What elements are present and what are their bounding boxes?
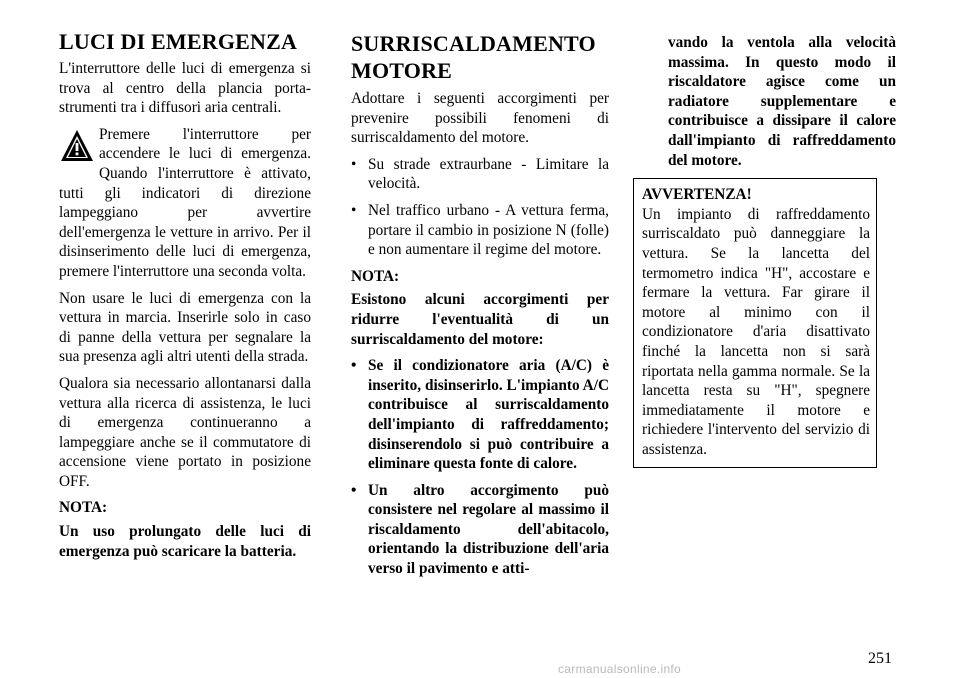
note-label: NOTA: xyxy=(351,267,400,285)
column-continuation xyxy=(642,30,896,468)
page-number: 251 xyxy=(868,650,892,667)
column-hazard-lights xyxy=(59,30,311,568)
continued-bullet-text: vando la ventola alla velocità massima. In questo modo il riscaldatore agisce come un radiatore supplementare e contribuisce a dissipare il calore dall'impianto di raffreddamento del motore. xyxy=(668,34,896,169)
section-heading-hazard: LUCI DI EMERGENZA xyxy=(59,29,298,54)
heading-line: MOTORE xyxy=(351,58,453,83)
bullet-list xyxy=(351,155,609,260)
bold-bullet-list xyxy=(351,356,609,579)
paragraph: Adottare i seguenti accorgimenti per prevenire possibili fenomeni di surriscaldamento del motore. xyxy=(351,90,609,147)
heading-line: SURRISCALDAMENTO xyxy=(351,31,596,56)
paragraph: Premere l'interruttore per accendere le luci di emergenza. Quando l'interruttore è attivato, tutti gli indicatori di direzione lampeggiano per avvertire dell'emergenza le vetture in arrivo. Per il disinserimento delle luci di emergenza, premere l'interruttore una seconda volta. xyxy=(59,125,311,280)
section-heading-overheating xyxy=(351,30,609,84)
note-text: Esistono alcuni accorgimenti per ridurre l'eventualità di un surriscaldamento del motore: xyxy=(351,291,609,348)
warning-text: Un impianto di raffreddamento surriscaldato può danneggiare la vettura. Se la lancetta del termometro indica "H", accostare e fermare la vettura. Far girare il motore al minimo con il condizionatore d'aria disattivato finché la lancetta non si sarà riportata nella gamma normale. Se la lancetta resta su "H", spegnere immediatamente il motore e richiedere l'intervento del servizio di assistenza. xyxy=(642,205,870,458)
warning-triangle-icon xyxy=(59,127,95,165)
paragraph: L'interruttore delle luci di emergenza si trova al centro della plancia porta-strumenti tra i diffusori aria centrali. xyxy=(59,60,311,117)
list-item: • Nel traffico urbano - A vettura ferma, portare il cambio in posizione N (folle) e non aumentare il regime del motore. xyxy=(351,201,609,260)
warning-box xyxy=(633,178,877,468)
paragraph: Qualora sia necessario allontanarsi dalla vettura alla ricerca di assistenza, le luci di emergenza continueranno a lampeggiare anche se il commutatore di accensione viene portato in posizione OFF. xyxy=(59,374,311,490)
paragraph: Non usare le luci di emergenza con la vettura in marcia. Inserirle solo in caso di panne della vettura per segnalare la sua presenza agli altri utenti della strada. xyxy=(59,289,311,366)
warning-title: AVVERTENZA! xyxy=(642,186,752,204)
list-item: • Se il condizionatore aria (A/C) è inserito, disinserirlo. L'impianto A/C contribuisce al surriscaldamento dell'impianto di raffreddamento; disinserendolo si può contribuire a eliminare questa fonte di calore. xyxy=(351,356,609,474)
column-engine-overheating xyxy=(351,30,609,586)
list-item: • Su strade extraurbane - Limitare la velocità. xyxy=(351,155,609,194)
warning-block xyxy=(59,125,311,282)
list-item: • Un altro accorgimento può consistere nel regolare al massimo il riscaldamento dell'abitacolo, orientando la distribuzione dell'aria verso il pavimento e atti- xyxy=(351,481,609,579)
note-label: NOTA: xyxy=(59,499,108,517)
note-text: Un uso prolungato delle luci di emergenza può scaricare la batteria. xyxy=(59,523,311,560)
footer-watermark: carmanualsonline.info xyxy=(558,662,682,676)
